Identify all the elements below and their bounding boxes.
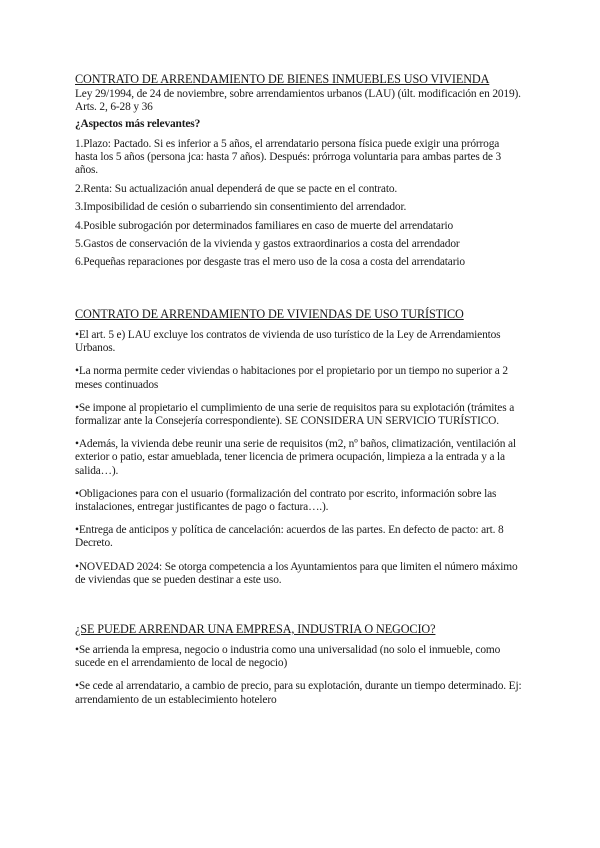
list-item: •Obligaciones para con el usuario (formalización del contrato por escrito, información sobre las instalaciones, entregar justificantes de pago o factura….). (75, 487, 497, 514)
section-title: CONTRATO DE ARRENDAMIENTO DE BIENES INMUEBLES USO VIVIENDA (75, 72, 490, 86)
section-title: CONTRATO DE ARRENDAMIENTO DE VIVIENDAS DE USO TURÍSTICO (75, 307, 464, 321)
list-item: 2.Renta: Su actualización anual dependerá de que se pacte en el contrato. (75, 183, 398, 196)
list-item: •Se cede al arrendatario, a cambio de precio, para su explotación, durante un tiempo determinado. Ej: arrendamiento de un establecimiento hotelero (75, 680, 522, 706)
list-item: •Se arrienda la empresa, negocio o industria como una universalidad (no solo el inmueble, como sucede en el arrendamiento de local de negocio) (75, 644, 501, 670)
list-item: •Entrega de anticipos y política de cancelación: acuerdos de las partes. En defecto de pacto: art. 8 Decreto. (75, 524, 504, 550)
law-reference: Ley 29/1994, de 24 de noviembre, sobre arrendamientos urbanos (LAU) (últ. modificación en 2019). Arts. 2, 6-28 y 36 (75, 88, 521, 114)
section-vivienda (75, 72, 522, 269)
section-turistico (75, 307, 522, 587)
list-item: •Se impone al propietario el cumplimiento de una serie de requisitos para su explotación (trámites a formalizar ante la Consejería correspondiente). SE CONSIDERA UN SERVICIO TURÍSTICO. (75, 401, 515, 428)
list-item: 3.Imposibilidad de cesión o subarriendo sin consentimiento del arrendador. (75, 201, 407, 214)
list-item: •Además, la vivienda debe reunir una serie de requisitos (m2, nº baños, climatización, ventilación al exterior o patio, estar amueblada, tener licencia de primera ocupación, limpieza a la entrada y a la salida…). (75, 438, 516, 477)
list-item: 4.Posible subrogación por determinados familiares en caso de muerte del arrendatario (75, 219, 454, 232)
list-item: 1.Plazo: Pactado. Si es inferior a 5 años, el arrendatario persona física puede exigir una prórroga hasta los 5 años (persona jca: hasta 7 años). Después: prórroga voluntaria para ambas partes de 3 años. (75, 137, 502, 177)
list-item: •La norma permite ceder viviendas o habitaciones por el propietario por un tiempo no superior a 2 meses continuados (75, 365, 508, 391)
list-item: 5.Gastos de conservación de la vivienda y gastos extraordinarios a costa del arrendador (75, 237, 460, 250)
section-empresa (75, 622, 522, 707)
list-item: 6.Pequeñas reparaciones por desgaste tras el mero uso de la cosa a costa del arrendatario (75, 256, 465, 269)
list-item: •El art. 5 e) LAU excluye los contratos de vivienda de uso turístico de la Ley de Arrendamientos Urbanos. (75, 329, 501, 355)
list-item: •NOVEDAD 2024: Se otorga competencia a los Ayuntamientos para que limiten el número máximo de viviendas que se pueden destinar a este uso. (75, 560, 518, 586)
section-subtitle: ¿Aspectos más relevantes? (75, 118, 201, 131)
section-title: ¿SE PUEDE ARRENDAR UNA EMPRESA, INDUSTRIA O NEGOCIO? (75, 622, 436, 636)
